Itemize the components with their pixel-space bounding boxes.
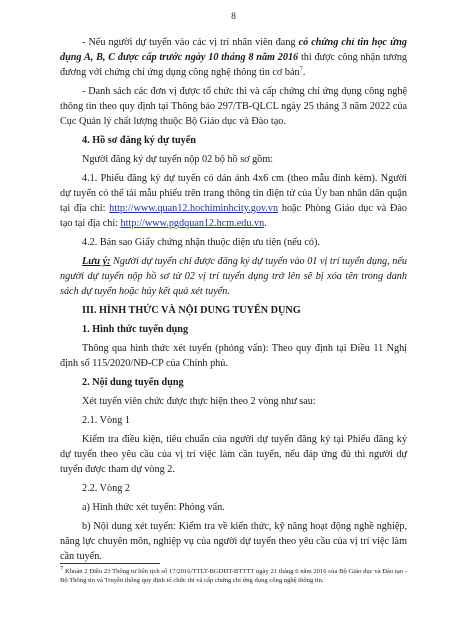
paragraph-text: thì được công nhận tương đương với chứng chỉ ứng dụng công nghệ thông tin cơ bản — [60, 52, 408, 78]
link-district-website[interactable]: http://www.quan12.hochiminhcity.gov.vn — [109, 203, 279, 214]
heading-application-dossier: 4. Hồ sơ đăng ký dự tuyển — [82, 135, 196, 146]
footnote-number: 7 — [60, 564, 64, 572]
paragraph-certificate-equivalence — [60, 35, 407, 80]
paragraph-registration-form — [60, 171, 407, 231]
page-number: 8 — [231, 12, 236, 22]
paragraph-text: . — [264, 218, 267, 229]
footnote-divider — [60, 563, 160, 564]
paragraph-text: hoặc Phòng Giáo dục và Đào tạo tại địa chỉ: — [60, 203, 408, 229]
paragraph-round-2-form: a) Hình thức xét tuyển: Phỏng vấn. — [82, 502, 225, 513]
paragraph-rounds-intro: Xét tuyển viên chức được thực hiện theo 2 vòng như sau: — [82, 396, 316, 407]
emphasized-text: có chứng chỉ tin học ứng dụng A, B, C được cấp trước ngày 10 tháng 8 năm 2016 — [60, 37, 407, 63]
section-heading-iii: III. HÌNH THỨC VÀ NỘI DUNG TUYỂN DỤNG — [82, 305, 301, 316]
paragraph-round-1-body: Kiểm tra điều kiện, tiêu chuẩn của người dự tuyển đăng ký tại Phiếu đăng ký dự tuyển theo yêu cầu của vị trí việc làm cần tuyển, nếu đáp ứng đủ thì người dự tuyển được tham dự vòng 2. — [60, 434, 407, 475]
paragraph-dossier-intro: Người đăng ký dự tuyển nộp 02 bộ hồ sơ gồm: — [82, 154, 274, 165]
footnote — [60, 564, 407, 585]
footnote-ref[interactable]: 7 — [299, 65, 303, 73]
paragraph-round-1-title: 2.1. Vòng 1 — [82, 415, 130, 426]
paragraph-text: . — [302, 67, 306, 78]
paragraph-round-2-title: 2.2. Vòng 2 — [82, 483, 130, 494]
heading-recruitment-content: 2. Nội dung tuyển dụng — [82, 377, 184, 388]
paragraph-note — [60, 254, 407, 299]
footnote-text: Khoản 2 Điều 23 Thông tư liên tịch số 17/2016/TTLT-BGDĐT-BTTTT ngày 21 tháng 6 năm 2016 của Bộ Giáo dục và Đào tạo - Bộ Thông tin và Truyền thông quy định tổ chức thi và cấp chứng chỉ ứng dụng công nghệ thông tin. — [60, 568, 407, 584]
heading-recruitment-form: 1. Hình thức tuyển dụng — [82, 324, 189, 335]
paragraph-text: - Nếu người dự tuyển vào các vị trí nhân viên đang — [82, 37, 299, 48]
link-education-office-website[interactable]: http://www.pgdquan12.hcm.edu.vn — [120, 218, 265, 229]
note-text: Người dự tuyển chỉ được đăng ký dự tuyển vào 01 vị trí tuyển dụng, nếu người dự tuyển nộp hồ sơ từ 02 vị trí tuyển dụng trở lên sẽ bị xóa tên trong danh sách dự tuyển hoặc hủy kết quả xét tuyển. — [60, 256, 407, 297]
note-label: Lưu ý: — [82, 256, 111, 267]
paragraph-recruitment-form: Thông qua hình thức xét tuyển (phỏng vấn): Theo quy định tại Điều 11 Nghị định số 115/2020/NĐ-CP của Chính phủ. — [60, 343, 407, 369]
paragraph-text: 4.1. Phiếu đăng ký dự tuyển có dán ảnh 4x6 cm (theo mẫu đính kèm). Người dự tuyển có thể tải mẫu phiếu trên trang thông tin điện tử của Ủy ban nhân dân quận tại địa chỉ: — [60, 173, 407, 214]
paragraph-priority-certificate: 4.2. Bản sao Giấy chứng nhận thuộc diện ưu tiên (nếu có). — [82, 237, 320, 248]
paragraph-unit-list: - Danh sách các đơn vị được tổ chức thi và cấp chứng chỉ ứng dụng công nghệ thông tin theo quy định tại Thông báo 297/TB-QLCL ngày 25 tháng 3 năm 2022 của Cục Quản lý chất lượng thuộc Bộ Giáo dục và Đào tạo. — [60, 86, 407, 127]
paragraph-round-2-content: b) Nội dung xét tuyển: Kiểm tra về kiến thức, kỹ năng hoạt động nghề nghiệp, năng lực chuyên môn, nghiệp vụ của người dự tuyển theo yêu cầu của vị trí việc làm cần tuyển. — [60, 521, 407, 562]
